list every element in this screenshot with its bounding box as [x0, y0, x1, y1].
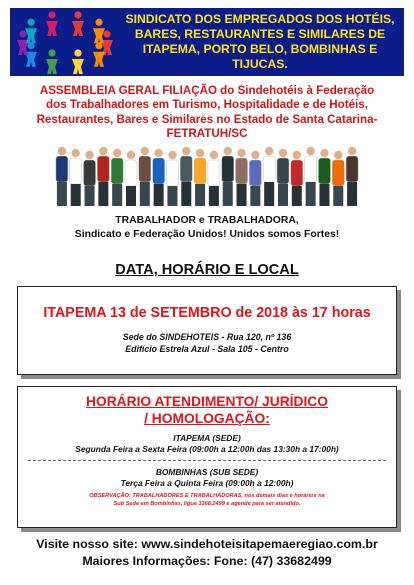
event-venue [18, 331, 396, 355]
unit-name: BOMBINHAS (SUB SEDE) [155, 467, 259, 477]
unit-sede [18, 433, 396, 455]
workers-group-icon [55, 142, 359, 208]
header-title-line: SINDICATO DOS EMPREGADOS DOS HOTÉIS, [125, 12, 395, 26]
attendance-title-line: / HOMOLOGAÇÃO: [144, 411, 270, 426]
assembly-line: ASSEMBLEIA GERAL FILIAÇÃO do Sindehotéis à Federação [39, 84, 375, 97]
unit-hours: Segunda Feira a Sexta Feira (09:00h a 12:00h das 13:30h a 17:00h) [75, 444, 339, 454]
note-line: OBSERVAÇÃO: TRABALHADORES E TRABALHADORAS, nos demais dias e horários na [89, 493, 325, 499]
divider [28, 460, 386, 461]
unit-subsede [18, 467, 396, 489]
slogan [8, 214, 406, 241]
attendance-title-line: HORÁRIO ATENDIMENTO/ JURÍDICO [86, 394, 328, 409]
assembly-line: dos Trabalhadores em Turismo, Hospitalidade e de Hotéis, [46, 98, 368, 112]
note-line: Sub Sede em Bombinhas, ligue 3368.2499 e agende para ser atendido. [113, 500, 301, 507]
assembly-line: Restaurantes, Bares e Similares no Estado de Santa Catarina- [36, 112, 378, 126]
venue-line: Sede do SINDEHOTEIS - Rua 120, nº 136 [122, 332, 292, 342]
slogan-line: TRABALHADOR e TRABALHADORA, [115, 215, 299, 226]
venue-line: Edifício Estrela Azul - Sala 105 - Centro [125, 344, 289, 354]
header-title [120, 12, 404, 72]
assembly-line: FETRATUH/SC [166, 126, 248, 140]
attendance-note [18, 493, 396, 508]
slogan-line: Sindicato e Federação Unidos! Unidos somos Fortes! [74, 228, 340, 240]
footer-phone: Maiores Informações: Fone: (47) 33682499 [82, 554, 332, 568]
header-banner [10, 8, 404, 76]
people-chain-logo-icon [10, 8, 120, 76]
attendance-box [17, 386, 397, 528]
unit-hours: Terça Feira a Quinta Feira (09:00h a 12:00h) [120, 478, 294, 488]
event-box [17, 286, 397, 375]
footer-site: Visite nosso site: www.sindehoteisitapemaeregiao.com.br [36, 537, 378, 551]
header-title-line: ITAPEMA, PORTO BELO, BOMBINHAS E TIJUCAS. [142, 42, 378, 71]
unit-name: ITAPEMA (SEDE) [173, 433, 241, 443]
attendance-title [18, 393, 396, 427]
event-date: ITAPEMA 13 de SETEMBRO de 2018 às 17 horas [43, 305, 371, 321]
section-title: DATA, HORÁRIO E LOCAL [115, 262, 299, 278]
header-title-line: BARES, RESTAURANTES E SIMILARES DE [134, 27, 386, 41]
assembly-heading [8, 84, 406, 141]
